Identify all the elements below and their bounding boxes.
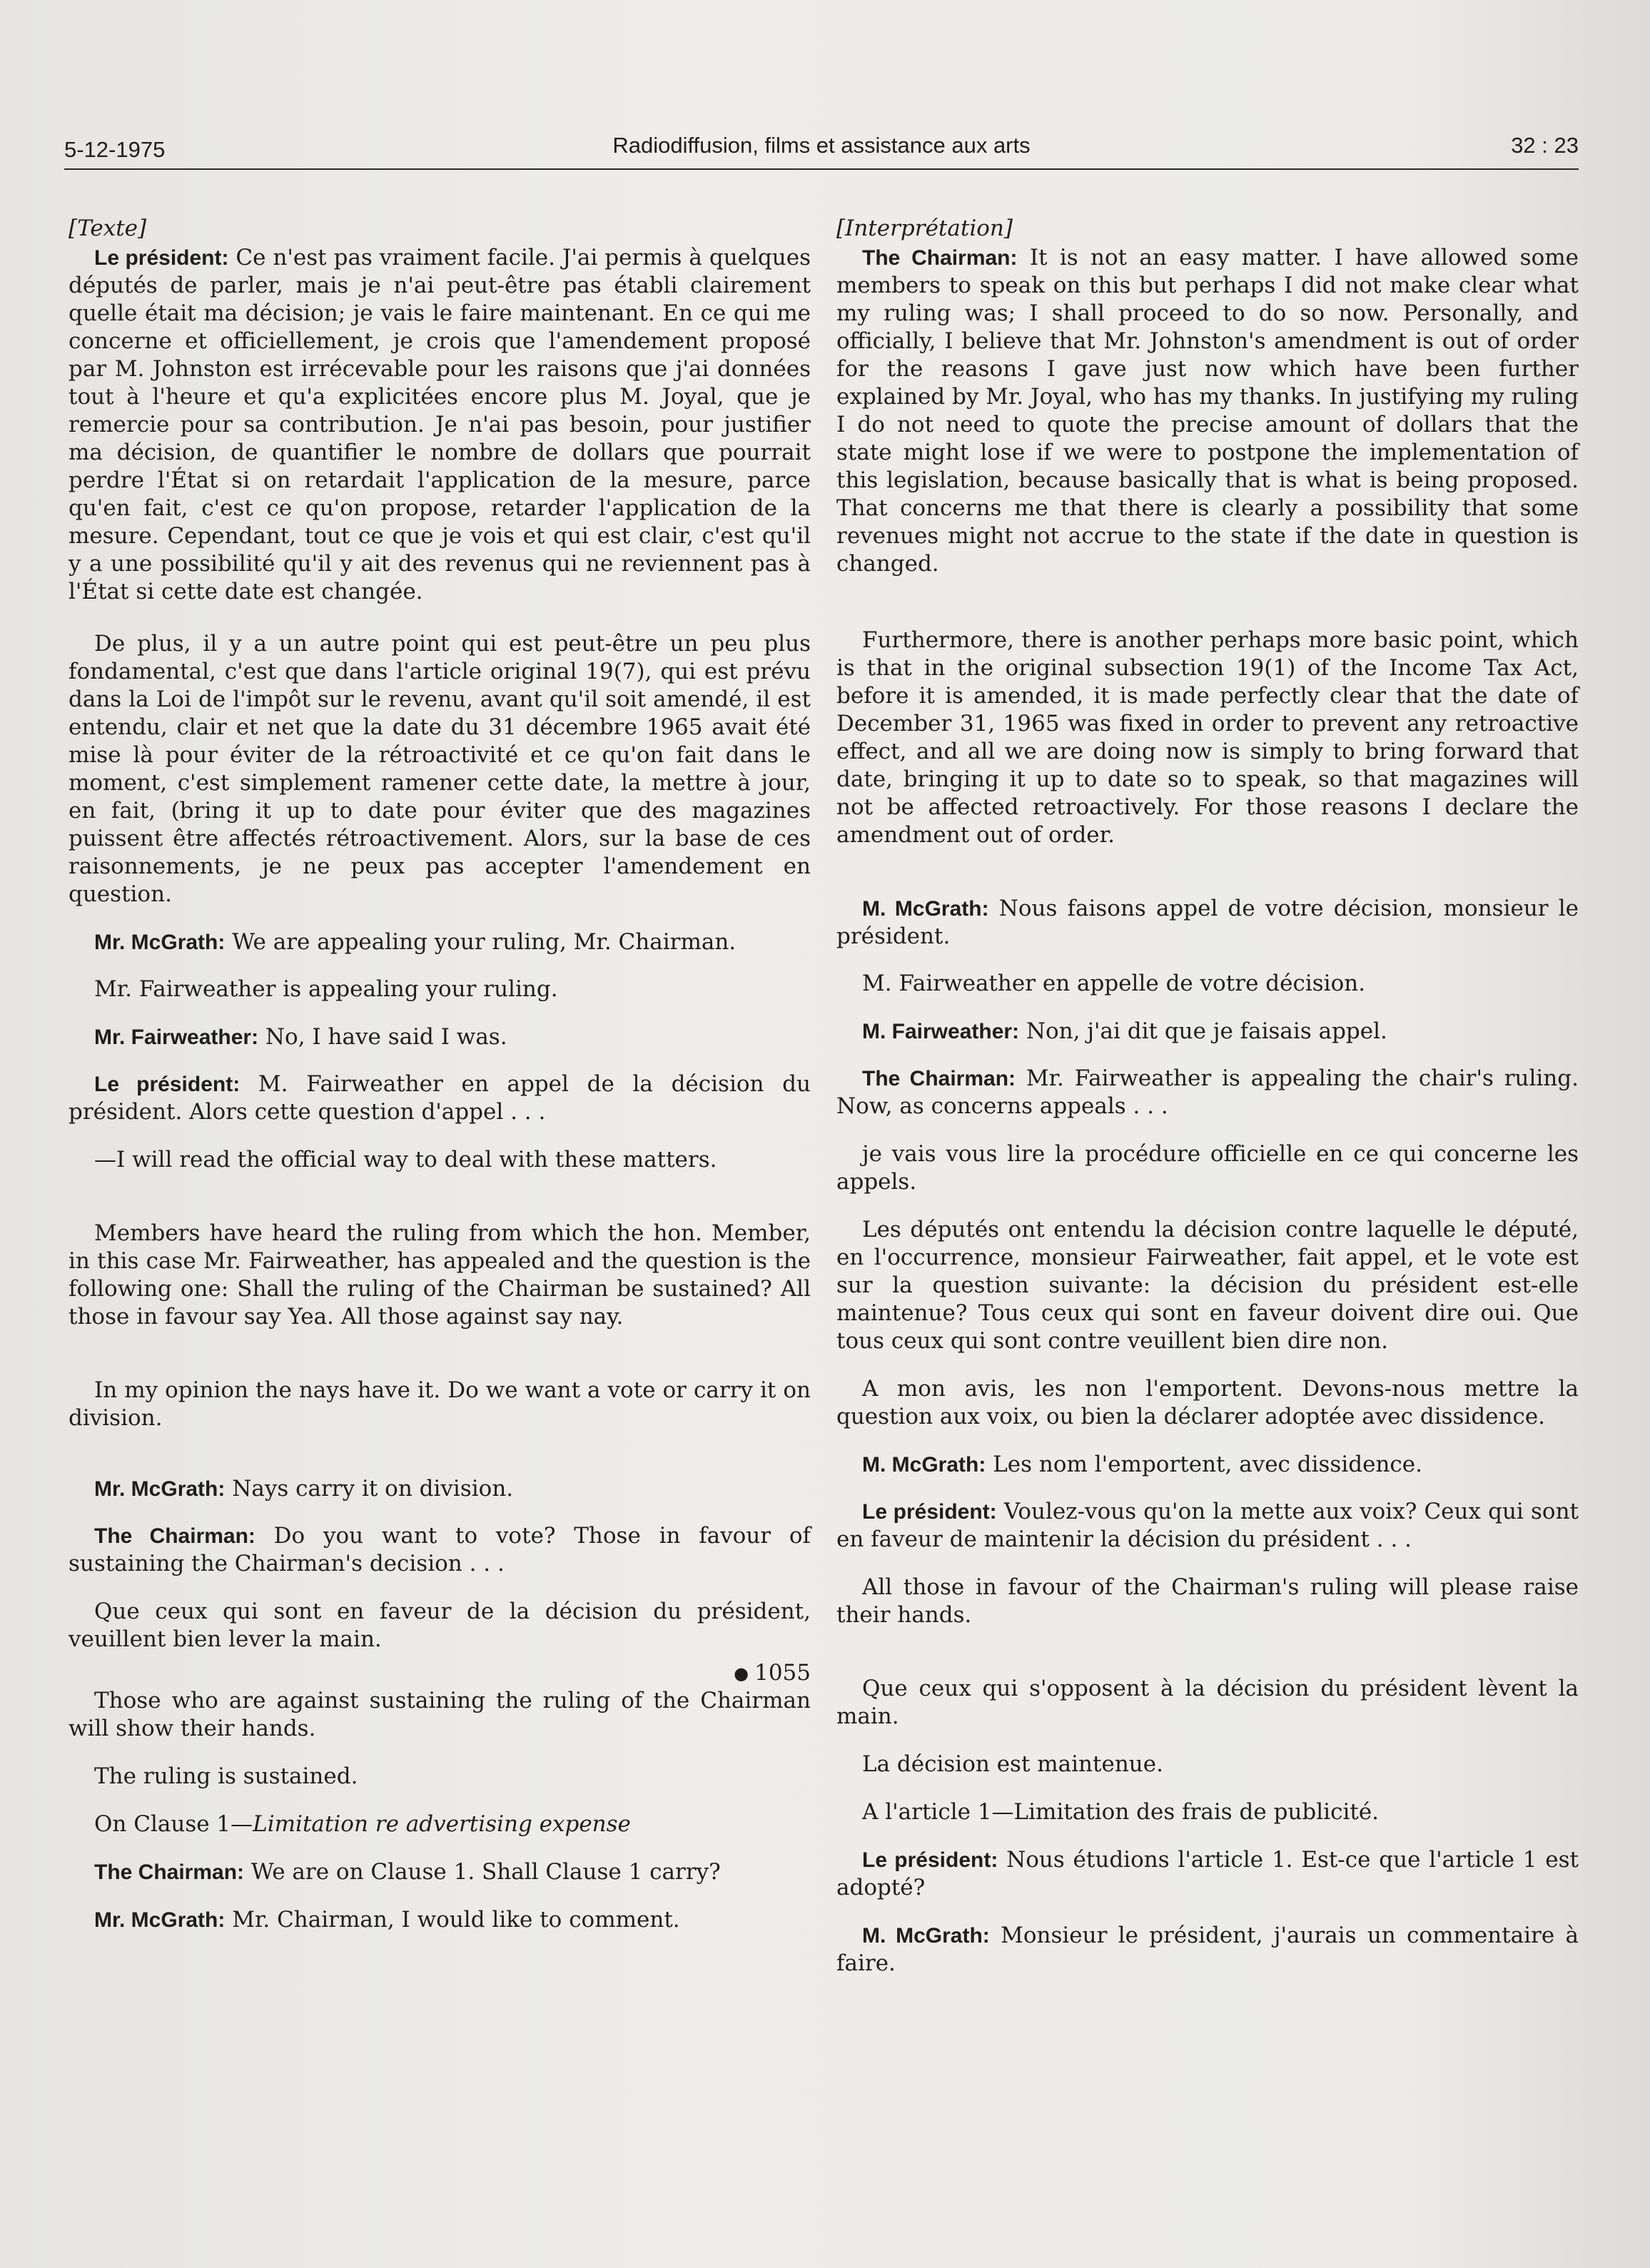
paragraph-text: Nous étudions l'article 1. Est-ce que l'article 1 est adopté? (836, 1847, 1579, 1900)
paragraph (69, 1906, 811, 1934)
paragraph-text: —I will read the official way to deal with these matters. (94, 1147, 717, 1173)
paragraph (69, 244, 811, 606)
paragraph-text: All those in favour of the Chairman's ruling will please raise their hands. (836, 1574, 1579, 1628)
paragraph-text: In my opinion the nays have it. Do we want a vote or carry it on division. (69, 1377, 811, 1431)
section-label-interpretation: [Interprétation] (836, 216, 1013, 241)
paragraph (836, 1216, 1579, 1355)
paragraph-text: We are on Clause 1. Shall Clause 1 carry? (244, 1859, 721, 1885)
paragraph-text: Les nom l'emportent, avec dissidence. (986, 1452, 1422, 1477)
paragraph (836, 1065, 1579, 1120)
paragraph-text: A l'article 1—Limitation des frais de publicité. (862, 1799, 1380, 1825)
paragraph-text: Those who are against sustaining the ruling of the Chairman will show their hands. (69, 1688, 811, 1741)
speaker-name: The Chairman: (94, 1861, 245, 1884)
paragraph-text: Nays carry it on division. (225, 1476, 514, 1502)
timestamp-value: 1055 (754, 1660, 811, 1686)
speaker-name: Le président: (862, 1848, 998, 1872)
clause-title: Limitation re advertising expense (253, 1811, 631, 1837)
paragraph-text: Nous faisons appel de votre décision, monsieur le président. (836, 896, 1579, 949)
speaker-name: Le président: (94, 246, 229, 270)
paragraph (69, 1858, 811, 1886)
speaker-name: The Chairman: (862, 1067, 1016, 1090)
speaker-name: Mr. McGrath: (94, 1908, 226, 1932)
header-title: Radiodiffusion, films et assistance aux arts (612, 133, 1031, 158)
paragraph-text: Mr. Fairweather is appealing your ruling. (94, 976, 558, 1002)
paragraph (69, 1811, 811, 1838)
bullet-icon: ● (734, 1664, 749, 1684)
paragraph-text: De plus, il y a un autre point qui est peut-être un peu plus fondamental, c'est que dans l'article original 19(7), qui est prévu dans la Loi de l'impôt sur le revenu, avant qu'il soit amendé, il est entendu, clair et net que la date du 31 décembre 1965 avait été mise là pour éviter de la rétroactivité et ce qu'on fait dans le moment, c'est simplement ramener cette date, la mettre à jour, en fait, (bring it up to date pour éviter que des magazines puissent être affectés rétroactivement. Alors, sur la base de ces raisonnements, je ne peux pas accepter l'amendement en question. (69, 631, 811, 907)
speaker-name: Le président: (862, 1500, 997, 1524)
paragraph (836, 1798, 1579, 1826)
speaker-name: Mr. McGrath: (94, 931, 226, 954)
paragraph (836, 1846, 1579, 1902)
paragraph-text: Que ceux qui s'opposent à la décision du président lèvent la main. (836, 1676, 1579, 1729)
section-label-texte: [Texte] (69, 216, 147, 241)
paragraph (836, 1140, 1579, 1196)
paragraph-text: Do you want to vote? Those in favour of sustaining the Chairman's decision . . . (69, 1523, 811, 1576)
left-column (69, 214, 811, 1934)
paragraph (69, 1220, 811, 1331)
paragraph-text: Ce n'est pas vraiment facile. J'ai permis à quelques députés de parler, mais je n'ai peut-être pas établi clairement quelle était ma décision; je vais le faire maintenant. En ce qui me concerne et officiellement, je crois que l'amendement proposé par M. Johnston est irrécevable pour les raisons que j'ai données tout à l'heure et qu'a explicitées encore plus M. Joyal, que je remercie pour sa contribution. Je n'ai pas besoin, pour justifier ma décision, de quantifier le nombre de dollars que pourrait perdre l'État si on retardait l'application de la mesure, parce qu'en fait, c'est ce qu'on propose, retarder l'application de la mesure. Cependant, tout ce que je vois et qui est clair, c'est qu'il y a une possibilité qu'il y ait des revenus qui ne reviennent pas à l'État si cette date est changée. (69, 245, 811, 604)
header-rule (64, 168, 1579, 170)
paragraph-text: Members have heard the ruling from which the hon. Member, in this case Mr. Fairweather, has appealed and the question is the following one: Shall the ruling of the Chairman be sustained? All those in favour say Yea. All those against say nay. (69, 1220, 811, 1330)
paragraph-text: M. Fairweather en appel de la décision du président. Alors cette question d'appel . . . (69, 1071, 811, 1125)
paragraph (69, 1763, 811, 1791)
running-header (64, 130, 1579, 166)
paragraph-text: We are appealing your ruling, Mr. Chairman. (225, 929, 737, 955)
paragraph-text: A mon avis, les non l'emportent. Devons-nous mettre la question aux voix, ou bien la déclarer adoptée avec dissidence. (836, 1376, 1579, 1429)
paragraph (836, 1451, 1579, 1479)
paragraph (69, 1146, 811, 1174)
speaker-name: M. McGrath: (862, 1453, 986, 1477)
speaker-name: M. Fairweather: (862, 1020, 1020, 1043)
paragraph-text: Voulez-vous qu'on la mette aux voix? Ceux qui sont en faveur de maintenir la décision du président . . . (836, 1499, 1579, 1552)
paragraph-text: Non, j'ai dit que je faisais appel. (1019, 1018, 1387, 1044)
speaker-name: Le président: (94, 1073, 241, 1096)
paragraph-text: On Clause 1— (94, 1811, 253, 1837)
paragraph (836, 1751, 1579, 1778)
paragraph (836, 627, 1579, 849)
paragraph-text: The ruling is sustained. (94, 1763, 358, 1789)
paragraph (69, 1475, 811, 1503)
paragraph-text: Les députés ont entendu la décision contre laquelle le député, en l'occurrence, monsieur Fairweather, fait appel, et le vote est sur la question suivante: la décision du président est-elle maintenue? Tous ceux qui sont en faveur doivent dire oui. Que tous ceux qui sont contre veuillent bien dire non. (836, 1217, 1579, 1354)
paragraph (836, 1498, 1579, 1554)
paragraph-text: je vais vous lire la procédure officielle en ce qui concerne les appels. (836, 1141, 1579, 1195)
speaker-name: Mr. Fairweather: (94, 1026, 259, 1049)
paragraph (836, 1375, 1579, 1431)
speaker-name: The Chairman: (862, 246, 1018, 270)
paragraph-text: No, I have said I was. (258, 1024, 507, 1050)
paragraph-text: M. Fairweather en appelle de votre décision. (862, 971, 1366, 996)
paragraph (836, 1018, 1579, 1046)
paragraph-text: La décision est maintenue. (862, 1751, 1163, 1777)
paragraph (69, 928, 811, 956)
speaker-name: M. McGrath: (862, 1924, 990, 1948)
paragraph-text: Que ceux qui sont en faveur de la décision du président, veuillent bien lever la main. (69, 1599, 811, 1652)
paragraph-text: It is not an easy matter. I have allowed some members to speak on this but perhaps I did not make clear what my ruling was; I shall proceed to do so now. Personally, and officially, I believe that Mr. Johnston's amendment is out of order for the reasons I gave just now which have been further explained by Mr. Joyal, who has my thanks. In justifying my ruling I do not need to quote the precise amount of dollars that the state might lose if we were to postpone the implementation of this legislation, because basically that is what is being proposed. That concerns me that there is clearly a possibility that some revenues might not accrue to the state if the date in question is changed. (836, 245, 1579, 577)
paragraph-text: Furthermore, there is another perhaps more basic point, which is that in the original subsection 19(1) of the Income Tax Act, before it is amended, it is made perfectly clear that the date of December 31, 1965 was fixed in order to prevent any retroactive effect, and all we are doing now is simply to bring forward that date, bringing it up to date so to speak, so that magazines will not be affected retroactively. For those reasons I declare the amendment out of order. (836, 627, 1579, 848)
paragraph (836, 970, 1579, 998)
paragraph (69, 1023, 811, 1051)
paragraph (69, 976, 811, 1003)
header-date: 5-12-1975 (64, 137, 166, 162)
paragraph (836, 1922, 1579, 1978)
paragraph (836, 1675, 1579, 1731)
paragraph (69, 1522, 811, 1578)
right-column (836, 214, 1579, 1978)
paragraph (69, 1687, 811, 1743)
paragraph (69, 1598, 811, 1654)
paragraph (836, 1574, 1579, 1629)
paragraph (69, 630, 811, 908)
paragraph-text: Mr. Fairweather is appealing the chair's ruling. Now, as concerns appeals . . . (836, 1065, 1579, 1119)
timestamp (69, 1659, 811, 1687)
speaker-name: M. McGrath: (862, 897, 989, 921)
paragraph-text: Monsieur le président, j'aurais un commentaire à faire. (836, 1923, 1579, 1976)
paragraph (69, 1070, 811, 1126)
speaker-name: Mr. McGrath: (94, 1477, 226, 1501)
paragraph (69, 1377, 811, 1432)
speaker-name: The Chairman: (94, 1524, 255, 1548)
header-page-number: 32 : 23 (1511, 133, 1579, 158)
paragraph (836, 244, 1579, 578)
paragraph (836, 895, 1579, 951)
paragraph-text: Mr. Chairman, I would like to comment. (225, 1907, 680, 1933)
